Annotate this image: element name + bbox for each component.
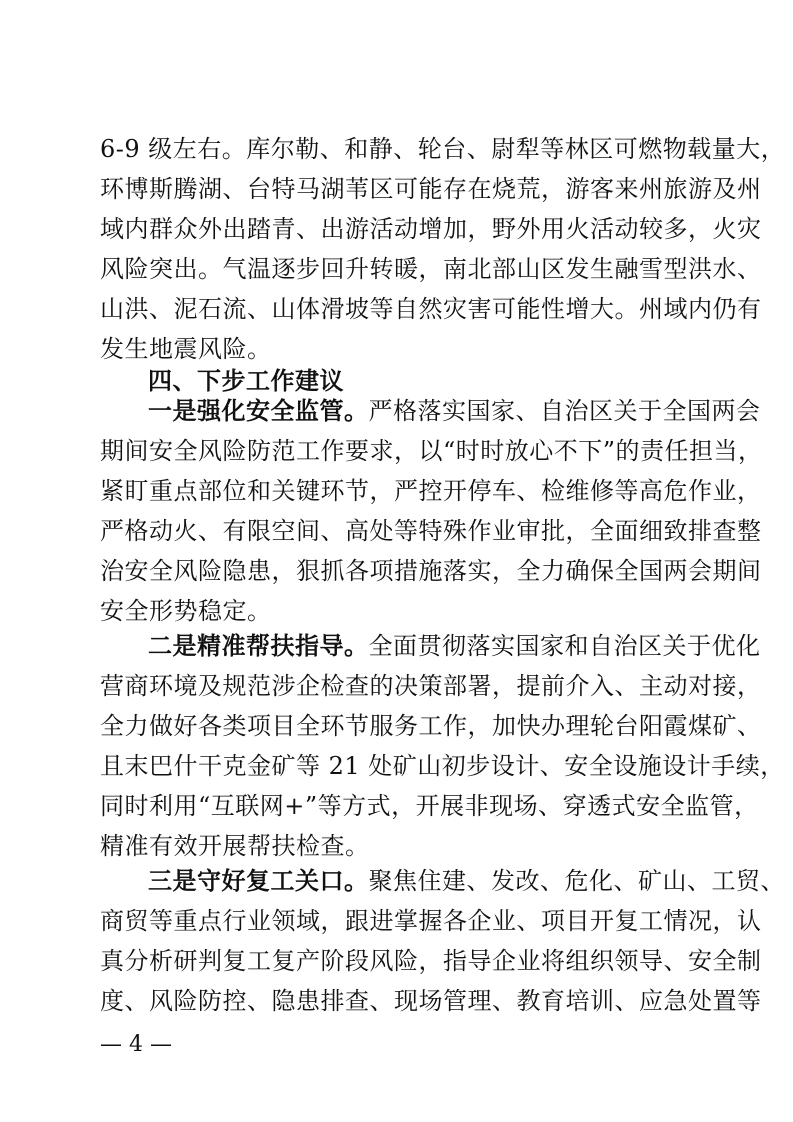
para1-line: 治安全风险隐患，狠抓各项措施落实，全力确保全国两会期间	[100, 557, 762, 585]
para1-line: 严格动火、有限空间、高处等特殊作业审批，全面细致排查整	[100, 517, 762, 545]
para2-line: 同时利用“互联网+”等方式，开展非现场、穿透式安全监管，	[100, 792, 759, 820]
intro-line: 环博斯腾湖、台特马湖苇区可能存在烧荒，游客来州旅游及州	[100, 175, 762, 203]
para2-lead: 二是精准帮扶指导。	[148, 632, 369, 660]
section-heading: 四、下步工作建议	[148, 367, 344, 395]
para2-first-rest: 全面贯彻落实国家和自治区关于优化	[368, 632, 761, 660]
intro-line: 山洪、泥石流、山体滑坡等自然灾害可能性增大。州域内仍有	[100, 295, 762, 323]
intro-line: 域内群众外出踏青、出游活动增加，野外用火活动较多，火灾	[100, 215, 762, 243]
para1-first-rest: 严格落实国家、自治区关于全国两会	[368, 397, 761, 425]
para3-line: 真分析研判复工复产阶段风险，指导企业将组织领导、安全制	[100, 947, 762, 975]
para3-line: 度、风险防控、隐患排查、现场管理、教育培训、应急处置等	[100, 987, 762, 1015]
page-number: — 4 —	[100, 1032, 172, 1057]
intro-line: 6-9 级左右。库尔勒、和静、轮台、尉犁等林区可燃物载量大，	[100, 135, 786, 163]
para1-first-line	[148, 390, 761, 432]
para2-line: 精准有效开展帮扶检查。	[100, 832, 370, 860]
para1-line: 期间安全风险防范工作要求，以“时时放心不下”的责任担当，	[100, 437, 763, 465]
para3-lead: 三是守好复工关口。	[148, 867, 369, 895]
para1-lead: 一是强化安全监管。	[148, 397, 369, 425]
para1-line: 紧盯重点部位和关键环节，严控开停车、检维修等高危作业，	[100, 477, 762, 505]
intro-line: 风险突出。气温逐步回升转暖，南北部山区发生融雪型洪水、	[100, 255, 762, 283]
para3-line: 商贸等重点行业领域，跟进掌握各企业、项目开复工情况，认	[100, 907, 762, 935]
intro-line: 发生地震风险。	[100, 335, 272, 363]
para2-line: 全力做好各类项目全环节服务工作，加快办理轮台阳霞煤矿、	[100, 712, 762, 740]
para2-first-line	[148, 625, 761, 667]
para3-first-line	[148, 860, 785, 902]
para3-first-rest: 聚焦住建、发改、危化、矿山、工贸、	[368, 867, 785, 895]
para1-line: 安全形势稳定。	[100, 597, 272, 625]
para2-line: 且末巴什干克金矿等 21 处矿山初步设计、安全设施设计手续，	[100, 752, 785, 780]
para2-line: 营商环境及规范涉企检查的决策部署，提前介入、主动对接，	[100, 672, 762, 700]
